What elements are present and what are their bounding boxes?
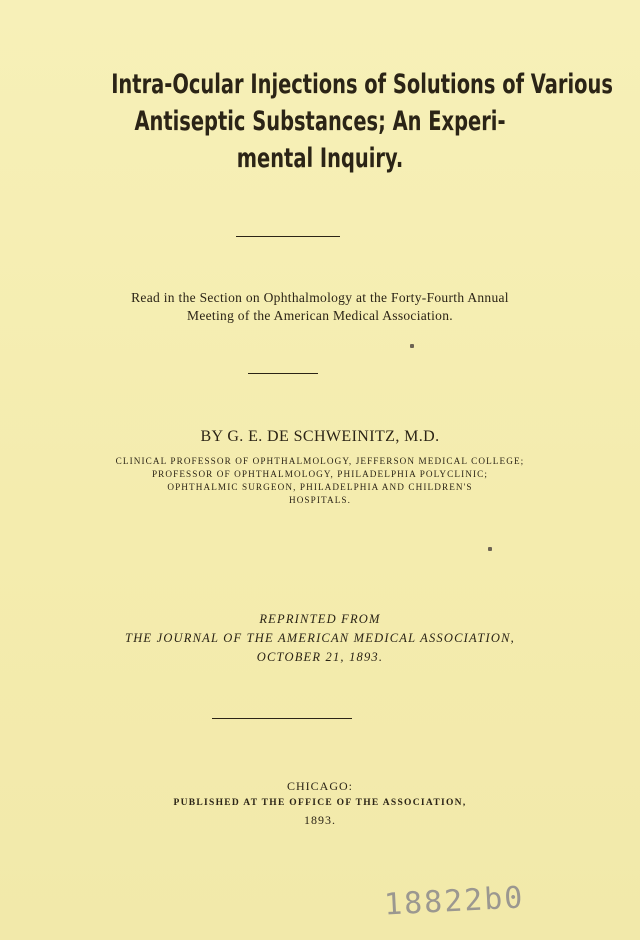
publication-year: 1893. xyxy=(304,813,336,827)
credentials-line-2: PROFESSOR OF OPHTHALMOLOGY, PHILADELPHIA POLYCLINIC; xyxy=(151,469,489,479)
title-line-1: Intra-Ocular Injections of Solutions of Various xyxy=(111,69,613,100)
speck-mark xyxy=(410,344,414,348)
publication-publisher: PUBLISHED AT THE OFFICE OF THE ASSOCIATION, xyxy=(173,798,467,808)
read-note-line-2: Meeting of the American Medical Association. xyxy=(187,308,453,323)
speck-mark xyxy=(488,547,492,551)
document-title xyxy=(111,66,613,177)
credentials-line-3: OPHTHALMIC SURGEON, PHILADELPHIA AND CHILDREN'S xyxy=(167,482,473,492)
author-byline: BY G. E. DE SCHWEINITZ, M.D. xyxy=(200,428,440,445)
reprint-line-2: THE JOURNAL OF THE AMERICAN MEDICAL ASSOCIATION, xyxy=(125,631,515,645)
reprint-notice xyxy=(30,610,610,667)
credentials-line-4: HOSPITALS. xyxy=(288,495,352,505)
divider-rule-3 xyxy=(212,718,352,719)
author-credentials xyxy=(30,455,610,507)
publication-city: CHICAGO: xyxy=(286,779,353,793)
reprint-line-3: OCTOBER 21, 1893. xyxy=(256,650,384,664)
divider-rule-1 xyxy=(236,236,340,237)
divider-rule-2 xyxy=(248,373,318,374)
read-note-line-1: Read in the Section on Ophthalmology at the Forty-Fourth Annual xyxy=(131,290,509,305)
credentials-line-1: CLINICAL PROFESSOR OF OPHTHALMOLOGY, JEFFERSON MEDICAL COLLEGE; xyxy=(115,456,525,466)
title-line-3: mental Inquiry. xyxy=(236,143,404,174)
publication-info xyxy=(30,778,610,829)
reprint-line-1: REPRINTED FROM xyxy=(259,612,381,626)
read-note xyxy=(40,289,600,325)
title-line-2: Antiseptic Substances; An Experi- xyxy=(134,106,506,137)
handwritten-accession-number: 18822b0 xyxy=(383,880,526,923)
